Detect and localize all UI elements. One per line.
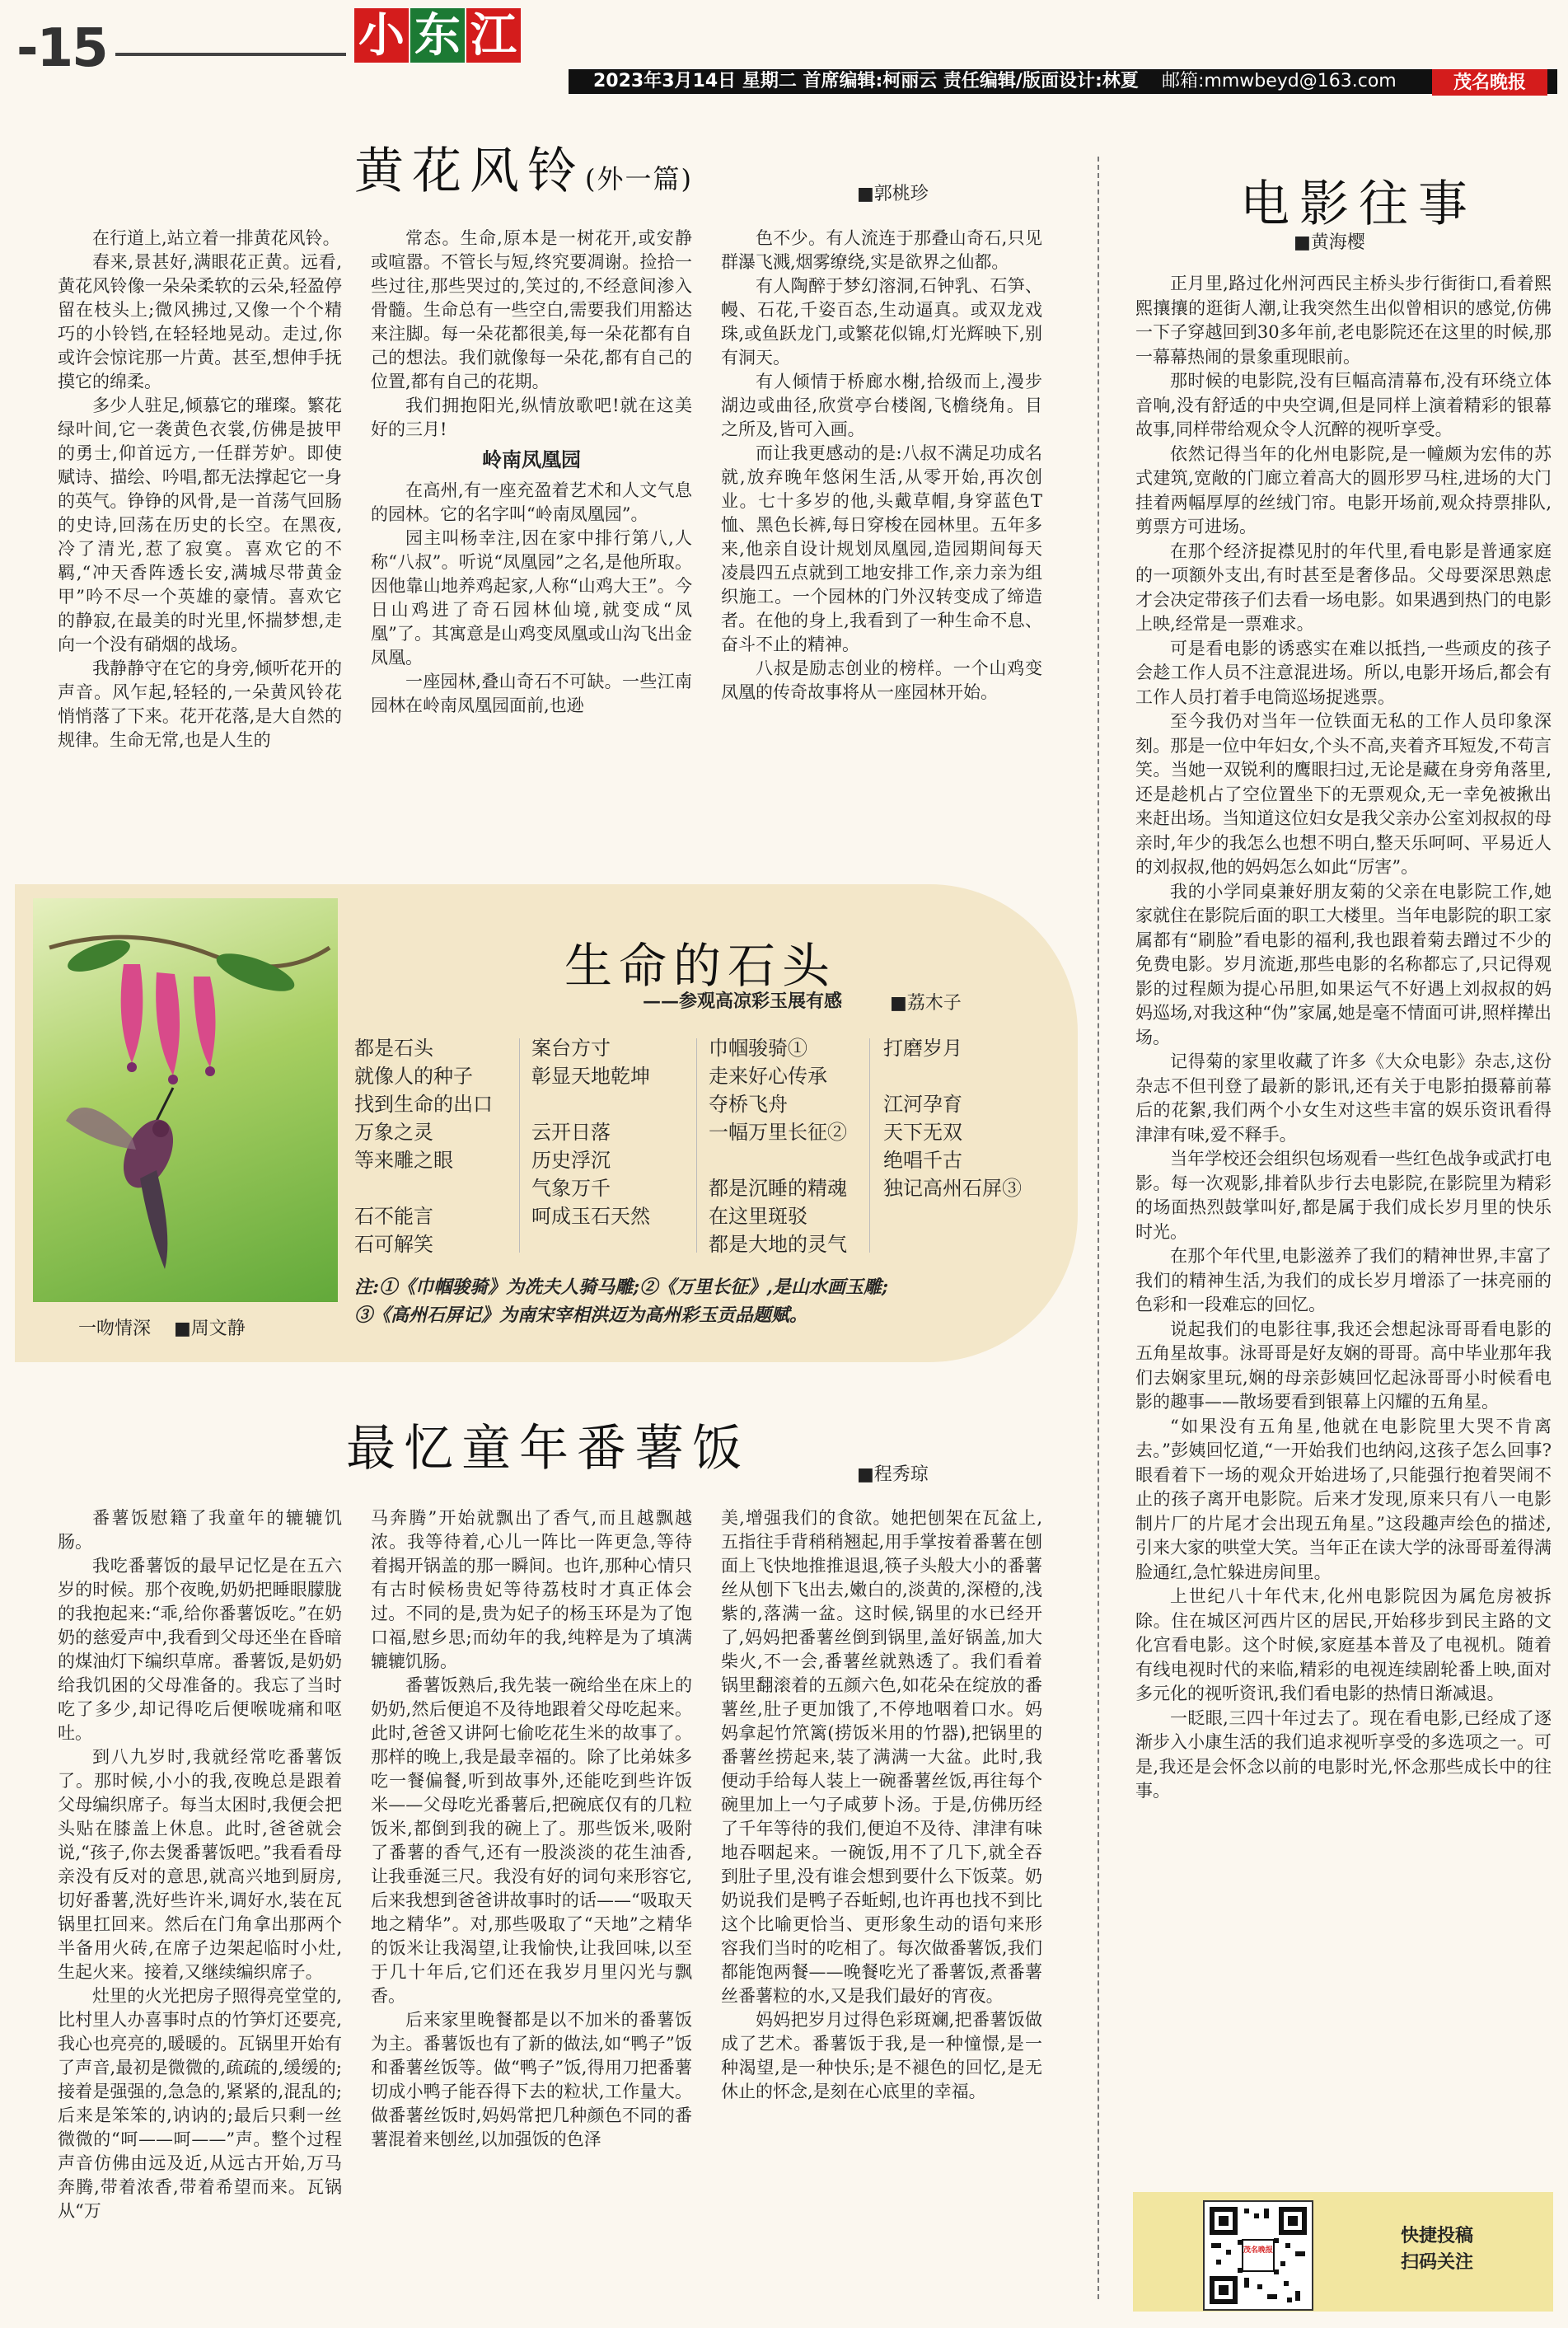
- paragraph: 在行道上,站立着一排黄花风铃。: [92, 228, 340, 248]
- paragraph: 有人倾情于桥廊水榭,拾级而上,漫步湖边或曲径,欣赏亭台楼阁,飞檐绕角。目之所及,皆可入画。: [721, 372, 1042, 439]
- paragraph: 正月里,路过化州河西民主桥头步行街街口,看着熙熙攘攘的逛街人潮,让我突然生出似曾相识的感觉,仿佛一下子穿越回到30多年前,老电影院还在这里的时候,那一幕幕热闹的景象重现眼前。: [1135, 274, 1552, 367]
- poem-line: 气象万千: [531, 1177, 611, 1200]
- article3-column-1: [58, 1506, 342, 2223]
- poem-line: 都是沉睡的精魂: [709, 1177, 847, 1200]
- paragraph: 那时候的电影院,没有巨幅高清幕布,没有环绕立体音响,没有舒适的中央空调,但是同样上演着精彩的银幕故事,同样带给观众令人沉醉的视听享受。: [1135, 371, 1552, 439]
- poem-line: 云开日落: [531, 1121, 611, 1144]
- paragraph: 一座园林,叠山奇石不可缺。一些江南园林在岭南凤凰园面前,也逊: [371, 672, 692, 715]
- poem-column-2: [531, 1034, 650, 1230]
- poem-line: 案台方寸: [531, 1037, 611, 1060]
- paragraph: 一眨眼,三四十年过去了。现在看电影,已经成了逐渐步入小康生活的我们追求视听享受的多选项之一。可是,我还是会怀念以前的电影时光,怀念那些成长中的往事。: [1135, 1707, 1552, 1801]
- paragraph: 八叔是励志创业的榜样。一个山鸡变凤凰的传奇故事将从一座园林开始。: [721, 658, 1042, 702]
- column-divider: [1098, 157, 1099, 2299]
- article3-column-3: [721, 1506, 1042, 2104]
- poem-line: 绝唱千古: [883, 1149, 962, 1172]
- page-number: -15: [16, 18, 107, 79]
- poem-line: 江河孕育: [883, 1093, 962, 1116]
- article4-title: 电影往事: [1240, 176, 1477, 233]
- article3-column-2: [371, 1506, 692, 2152]
- poem-line: [531, 1090, 650, 1118]
- poem-line: 天下无双: [883, 1121, 962, 1144]
- qr-label-line: 快捷投稿: [1401, 2226, 1474, 2246]
- paragraph: 上世纪八十年代末,化州电影院因为属危房被拆除。住在城区河西片区的居民,开始移步到民主路的文化宫看电影。这个时候,家庭基本普及了电视机。随着有线电视时代的来临,精彩的电视连续剧轮番上映,面对多元化的视听资讯,我们看电影的热情日渐减退。: [1135, 1586, 1552, 1703]
- poem-divider: [519, 1038, 520, 1253]
- note-line: 注:①《巾帼骏骑》为冼夫人骑马雕;②《万里长征》,是山水画玉雕;: [354, 1276, 889, 1298]
- paper-logo: 茂名晚报: [1432, 69, 1547, 96]
- poem-divider: [696, 1038, 697, 1253]
- masthead-char: 东: [410, 8, 465, 63]
- section-masthead: [354, 8, 522, 63]
- poem-column-4: [883, 1034, 1022, 1202]
- poem-line: 彰显天地乾坤: [531, 1065, 650, 1088]
- article1-subtitle: 岭南凤凰园: [482, 448, 581, 471]
- article2-title: 生命的石头: [564, 938, 837, 994]
- paragraph: 我静静守在它的身旁,倾听花开的声音。风乍起,轻轻的,一朵黄风铃花悄悄落了下来。花开花落,是大自然的规律。生命无常,也是人生的: [58, 658, 342, 750]
- paragraph: 到八九岁时,我就经常吃番薯饭了。那时候,小小的我,夜晚总是跟着父母编织席子。每当太困时,我便会把头贴在膝盖上休息。此时,爸爸就会说,“孩子,你去煲番薯饭吧。”我看看母亲没有反对的意思,就高兴地到厨房,切好番薯,洗好些许米,调好水,装在瓦锅里扛回来。然后在门角拿出那两个半备用火砖,在席子边架起临时小灶,生起火来。接着,又继续编织席子。: [58, 1747, 342, 1982]
- poem-line: 呵成玉石天然: [531, 1205, 650, 1228]
- paragraph: 马奔腾”开始就飘出了香气,而且越飘越浓。我等待着,心儿一阵比一阵更急,等待着揭开锅盖的那一瞬间。也许,那种心情只有古时候杨贵妃等待荔枝时才真正体会过。不同的是,贵为妃子的杨玉环是为了饱口福,慰乡思;而幼年的我,纯粹是为了填满辘辘饥肠。: [371, 1508, 692, 1671]
- article1-column-3: [721, 227, 1042, 705]
- paragraph: 在那个年代里,电影滋养了我们的精神世界,丰富了我们的精神生活,为我们的成长岁月增添了一抹亮丽的色彩和一段难忘的回忆。: [1135, 1246, 1552, 1314]
- paragraph: 记得菊的家里收藏了许多《大众电影》杂志,这份杂志不但刊登了最新的影讯,还有关于电影拍摄幕前幕后的花絮,我们两个小女生对这些丰富的娱乐资讯看得津津有味,爱不释手。: [1135, 1052, 1552, 1145]
- poem-line: 一幅万里长征②: [709, 1121, 847, 1144]
- poem-line: 在这里斑驳: [709, 1205, 807, 1228]
- poem-line: 石可解笑: [354, 1233, 433, 1256]
- poem-divider: [869, 1038, 870, 1253]
- poem-line: 石不能言: [354, 1205, 433, 1228]
- article1-author: ■ 郭桃珍: [857, 180, 929, 205]
- paragraph: 说起我们的电影往事,我还会想起泳哥哥看电影的五角星故事。泳哥哥是好友娴的哥哥。高中毕业那年我们去娴家里玩,娴的母亲彭姨回忆起泳哥哥小时候看电影的趣事——散场要看到银幕上闪耀的五角星。: [1135, 1319, 1552, 1412]
- poem-line: 独记高州石屏③: [883, 1177, 1022, 1200]
- article4-author: ■ 黄海樱: [1294, 228, 1365, 254]
- photo-caption: 一吻情深 ■ 周文静: [78, 1314, 246, 1340]
- paragraph: 在高州,有一座充盈着艺术和人文气息的园林。它的名字叫“岭南凤凰园”。: [371, 480, 692, 524]
- contact-email: 邮箱:mmwbeyd@163.com: [1162, 71, 1397, 91]
- article3-author: ■ 程秀琼: [857, 1460, 929, 1486]
- paragraph: “如果没有五角星,他就在电影院里大哭不肯离去。”彭姨回忆道,“一开始我们也纳闷,这孩子怎么回事?眼看着下一场的观众开始进场了,只能强行抱着哭闹不止的孩子离开电影院。后来才发现,原来只有八一电影制片厂的片尾才会出现五角星。”这段趣声绘色的描述,引来大家的哄堂大笑。当年正在读大学的泳哥哥羞得满脸通红,急忙躲进房间里。: [1135, 1416, 1552, 1582]
- masthead-char: 江: [466, 8, 521, 63]
- poem-line: 找到生命的出口: [354, 1093, 493, 1116]
- paragraph: 至今我仍对当年一位铁面无私的工作人员印象深刻。那是一位中年妇女,个头不高,夹着齐耳短发,不苟言笑。当她一双锐利的鹰眼扫过,无论是藏在身旁角落里,还是趁机占了空位置坐下的无票观众,无一幸免被揪出来赶出场。当知道这位妇女是我父亲办公室刘叔叔的母亲时,年少的我怎么也想不明白,整天乐呵呵、平易近人的刘叔叔,他的妈妈怎么如此“厉害”。: [1135, 711, 1552, 877]
- paragraph: 我的小学同桌兼好朋友菊的父亲在电影院工作,她家就住在影院后面的职工大楼里。当年电影院的职工家属都有“刷脸”看电影的福利,我也跟着菊去蹭过不少的免费电影。岁月流逝,那些电影的名称都忘了,只记得观影的过程颇为提心吊胆,如果运气不好遇上刘叔叔的妈妈巡场,对我这种“伪”家属,她是毫不情面可讲,照样撵出场。: [1135, 881, 1552, 1047]
- poem-line: 万象之灵: [354, 1121, 433, 1144]
- article1-column-1: [58, 227, 342, 752]
- qr-badge: 茂名晚报: [1243, 2246, 1273, 2255]
- qr-label: [1401, 2223, 1473, 2276]
- paragraph: 在那个经济捉襟见肘的年代里,看电影是普通家庭的一项额外支出,有时甚至是奢侈品。父母要深思熟虑才会决定带孩子们去看一场电影。如果遇到热门的电影上映,经常是一票难求。: [1135, 541, 1552, 634]
- qr-code[interactable]: [1203, 2200, 1313, 2311]
- hummingbird-illustration: [33, 898, 338, 1302]
- note-line: ③《高州石屏记》为南宋宰相洪迈为高州彩玉贡品题赋。: [354, 1305, 808, 1326]
- article2-author: ■ 荔木子: [890, 989, 962, 1014]
- paragraph: 可是看电影的诱惑实在难以抵挡,一些顽皮的孩子会趁工作人员不注意混进场。所以,电影开场后,都会有工作人员打着手电筒巡场捉逃票。: [1135, 638, 1552, 707]
- paragraph: 园主叫杨幸注,因在家中排行第八,人称“八叔”。听说“凤凰园”之名,是他所取。因他靠山地养鸡起家,人称“山鸡大王”。今日山鸡进了奇石园林仙境,就变成“凤凰”了。其寓意是山鸡变凤凰或山沟飞出金凤凰。: [371, 528, 692, 667]
- paragraph: 常态。生命,原本是一树花开,或安静或喧嚣。不管长与短,终究要凋谢。捡拾一些过往,那些哭过的,笑过的,不经意间渗入骨髓。生命总有一些空白,需要我们用豁达来注脚。每一朵花都很美,每一朵花都有自己的想法。我们就像每一朵花,都有自己的位置,都有自己的花期。: [371, 228, 692, 391]
- issue-info: 2023年3月14日 星期二 首席编辑:柯丽云 责任编辑/版面设计:林夏: [593, 71, 1139, 91]
- poem-line: 都是大地的灵气: [709, 1233, 847, 1256]
- poem-line: 夺桥飞舟: [709, 1093, 788, 1116]
- article3-title: 最忆童年番薯饭: [346, 1420, 750, 1478]
- poem-line: 都是石头: [354, 1037, 433, 1060]
- poem-line: 历史浮沉: [531, 1149, 611, 1172]
- poem-line: 走来好心传承: [709, 1065, 827, 1088]
- poem-line: 打磨岁月: [883, 1037, 962, 1060]
- poem-line: 巾帼骏骑①: [709, 1037, 807, 1060]
- paragraph: 有人陶醉于梦幻溶洞,石钟乳、石笋、幔、石花,千姿百态,生动逼真。或双龙戏珠,或鱼跃龙门,或繁花似锦,灯光辉映下,别有洞天。: [721, 276, 1042, 368]
- poem-line: [883, 1062, 1022, 1090]
- paragraph: 色不少。有人流连于那叠山奇石,只见群瀑飞溅,烟雾缭绕,实是欲界之仙都。: [721, 228, 1042, 272]
- poem-line: [709, 1146, 847, 1174]
- article4-body: [1135, 272, 1552, 1804]
- article1-column-2: [371, 227, 692, 718]
- poem-line: [354, 1174, 493, 1202]
- qr-code-icon: [1205, 2202, 1312, 2309]
- paragraph: 灶里的火光把房子照得亮堂堂的,比村里人办喜事时点的竹笋灯还要亮,我心也亮亮的,暖暖的。瓦锅里开始有了声音,最初是微微的,疏疏的,缓缓的;接着是强强的,急急的,紧紧的,混乱的;后来是笨笨的,讷讷的;最后只剩一丝微微的“呵——呵——”声。整个过程声音仿佛由远及近,从远古开始,万马奔腾,带着浓香,带着希望而来。瓦锅从“万: [58, 1986, 342, 2221]
- paragraph: 番薯饭熟后,我先装一碗给坐在床上的奶奶,然后便追不及待地跟着父母吃起来。此时,爸爸又讲阿七偷吃花生米的故事了。那样的晚上,我是最幸福的。除了比弟妹多吃一餐偏餐,听到故事外,还能吃到些许饭米——父母吃光番薯后,把碗底仅有的几粒饭米,都倒到我的碗上了。那些饭米,吸附了番薯的香气,还有一股淡淡的花生油香,让我垂涎三尺。我没有好的词句来形容它,后来我想到爸爸讲故事时的话——“吸取天地之精华”。对,那些吸取了“天地”之精华的饭米让我渴望,让我愉快,让我回味,以至于几十年后,它们还在我岁月里闪光与飘香。: [371, 1675, 692, 2006]
- paragraph: 多少人驻足,倾慕它的璀璨。繁花绿叶间,它一袭黄色衣裳,仿佛是披甲的勇士,仰首远方,一任群芳妒。即使赋诗、描绘、吟唱,都无法撑起它一身的英气。铮铮的风骨,是一首荡气回肠的史诗,回荡在历史的长空。在黑夜,冷了清光,惹了寂寞。喜欢它的不羁,“冲天香阵透长安,满城尽带黄金甲”吟不尽一个英雄的豪情。喜欢它的静寂,在最美的时光里,怀揣梦想,走向一个没有硝烟的战场。: [58, 396, 342, 654]
- page-number-rule: [115, 53, 346, 56]
- poem-column-1: [354, 1034, 493, 1258]
- poem-line: 就像人的种子: [354, 1065, 473, 1088]
- poem-line: 等来雕之眼: [354, 1149, 453, 1172]
- paragraph: 我们拥抱阳光,纵情放歌吧!就在这美好的三月!: [371, 396, 692, 439]
- paragraph: 当年学校还会组织包场观看一些红色战争或武打电影。每一次观影,排着队步行去电影院,在影院里为精彩的场面热烈鼓掌叫好,都是属于我们成长岁月里的快乐时光。: [1135, 1149, 1552, 1242]
- paragraph: 妈妈把岁月过得色彩斑斓,把番薯饭做成了艺术。番薯饭于我,是一种憧憬,是一种渴望,是一种快乐;是不褪色的回忆,是无休止的怀念,是刻在心底里的幸福。: [721, 2010, 1042, 2101]
- paragraph: 后来家里晚餐都是以不加米的番薯饭为主。番薯饭也有了新的做法,如“鸭子”饭和番薯丝饭等。做“鸭子”饭,得用刀把番薯切成小鸭子能吞得下去的粒状,工作量大。做番薯丝饭时,妈妈常把几种颜色不同的番薯混着来刨丝,以加强饭的色泽: [371, 2010, 692, 2149]
- qr-label-line: 扫码关注: [1401, 2252, 1474, 2273]
- masthead-char: 小: [354, 8, 409, 63]
- paragraph: 而让我更感动的是:八叔不满足功成名就,放弃晚年悠闲生活,从零开始,再次创业。七十多岁的他,头戴草帽,身穿蓝色T恤、黑色长裤,每日穿梭在园林里。五年多来,他亲自设计规划凤凰园,造园期间每天凌晨四五点就到工地安排工作,亲力亲为组织施工。一个园林的门外汉转变成了缔造者。在他的身上,我看到了一种生命不息、奋斗不止的精神。: [721, 443, 1042, 654]
- article1-title: 黄花风铃(外一篇): [354, 143, 693, 200]
- paragraph: 依然记得当年的化州电影院,是一幢颇为宏伟的苏式建筑,宽敞的门廊立着高大的圆形罗马柱,进场的大门挂着两幅厚厚的丝绒门帘。电影开场前,观众持票排队,剪票方可进场。: [1135, 443, 1552, 536]
- poem-note: [354, 1273, 1038, 1329]
- poem-column-3: [709, 1034, 847, 1258]
- paragraph: 春来,景甚好,满眼花正黄。远看,黄花风铃像一朵朵柔软的云朵,轻盈停留在枝头上;微风拂过,又像一个个精巧的小铃铛,在轻轻地晃动。走过,你或许会惊诧那一片黄。甚至,想伸手抚摸它的绵柔。: [58, 252, 342, 391]
- hummingbird-photo: [33, 898, 338, 1302]
- article2-subtitle: ——参观高凉彩玉展有感: [643, 991, 843, 1012]
- paragraph: 我吃番薯饭的最早记忆是在五六岁的时候。那个夜晚,奶奶把睡眼朦胧的我抱起来:“乖,给你番薯饭吃。”在奶奶的慈爱声中,我看到父母还坐在昏暗的煤油灯下编织草席。番薯饭,是奶奶给我饥困的父母准备的。我忘了当时吃了多少,却记得吃后便喉咙痛和呕吐。: [58, 1556, 342, 1743]
- qr-promo-box: [1133, 2192, 1553, 2312]
- paragraph: 番薯饭慰籍了我童年的辘辘饥肠。: [58, 1508, 342, 1552]
- paragraph: 美,增强我们的食欲。她把刨架在瓦盆上,五指往手背稍稍翘起,用手掌按着番薯在刨面上飞快地推推退退,筷子头般大小的番薯丝从刨下飞出去,嫩白的,淡黄的,深橙的,浅紫的,落满一盆。这时候,锅里的水已经开了,妈妈把番薯丝倒到锅里,盖好锅盖,加大柴火,不一会,番薯丝就熟透了。我们看着锅里翻滚着的五颜六色,如花朵在绽放的番薯丝,肚子更加饿了,不停地咽着口水。妈妈拿起竹笊篱(捞饭米用的竹器),把锅里的番薯丝捞起来,装了满满一大盆。此时,我便动手给每人装上一碗番薯丝饭,再往每个碗里加上一勺子咸萝卜汤。于是,仿佛历经了千年等待的我们,便迫不及待、津津有味地吞咽起来。一碗饭,用不了几下,就全吞到肚子里,没有谁会想到要什么下饭菜。奶奶说我们是鸭子吞蚯蚓,也许再也找不到比这个比喻更恰当、更形象生动的语句来形容我们当时的吃相了。每次做番薯饭,我们都能饱两餐——晚餐吃光了番薯饭,煮番薯丝番薯粒的水,又是我们最好的宵夜。: [721, 1508, 1042, 2006]
